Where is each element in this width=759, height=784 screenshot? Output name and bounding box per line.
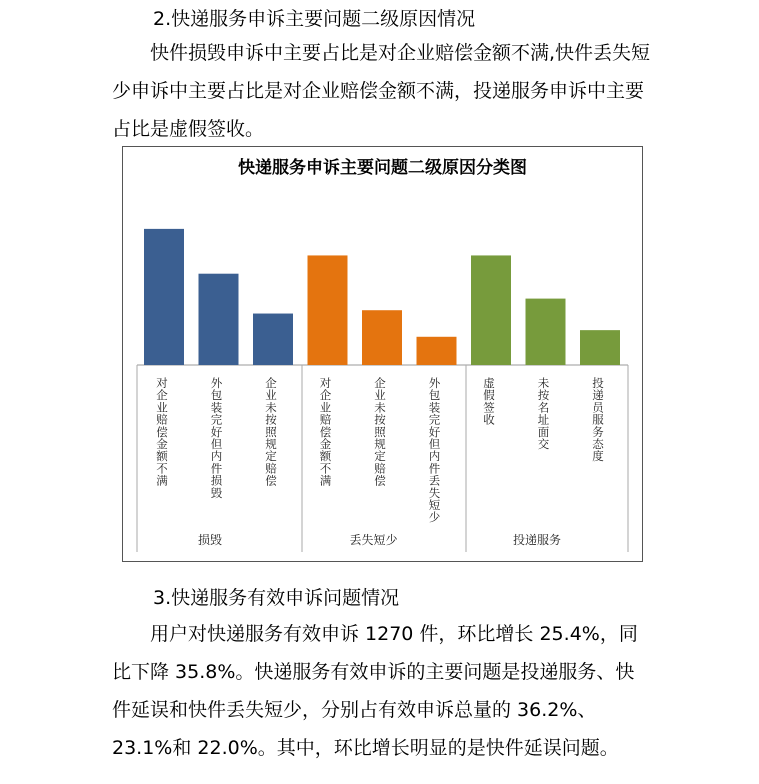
group-label-0: 损毁	[197, 533, 223, 547]
category-label-1-1: 企业未按照规定赔偿	[374, 376, 386, 488]
category-label-0-1: 外包装完好但内件损毁	[210, 376, 223, 500]
bar-2-1	[526, 299, 566, 365]
bar-chart	[123, 147, 642, 561]
paragraph-2: 快件损毁申诉中主要占比是对企业赔偿金额不满,快件丢失短少申诉中主要占比是对企业赔偿金额不满，投递服务申诉中主要占比是虚假签收。	[112, 42, 651, 140]
category-label-2-1: 未按名址面交	[537, 376, 550, 451]
category-label-0-0: 对企业赔偿金额不满	[156, 376, 168, 488]
category-label-2-0: 虚假签收	[483, 376, 495, 427]
section-heading-2: 2.快递服务申诉主要问题二级原因情况	[153, 8, 476, 30]
chart-title: 快递服务申诉主要问题二级原因分类图	[238, 158, 527, 178]
section-heading-3: 3.快递服务有效申诉问题情况	[153, 587, 400, 609]
bar-2-0	[471, 255, 511, 365]
category-label-2-2: 投递员服务态度	[592, 376, 604, 464]
category-label-1-0: 对企业赔偿金额不满	[319, 376, 332, 488]
category-label-1-2: 外包装完好但内件丢失短少	[428, 376, 441, 525]
bar-0-2	[253, 314, 293, 365]
group-label-1: 丢失短少	[349, 533, 398, 547]
bar-1-1	[362, 310, 402, 365]
bar-1-2	[417, 337, 457, 365]
paragraph-3: 用户对快递服务有效申诉 1270 件，环比增长 25.4%，同比下降 35.8%。快递服务有效申诉的主要问题是投递服务、快件延误和快件丢失短少，分别占有效申诉总量的 36.2%、23.1%和 22.0%。其中，环比增长明显的是快件延误问题。	[112, 623, 638, 759]
bar-0-1	[199, 274, 239, 365]
category-label-0-2: 企业未按照规定赔偿	[265, 376, 277, 488]
bar-2-2	[580, 330, 620, 365]
group-label-2: 投递服务	[512, 533, 562, 547]
bar-0-0	[144, 229, 184, 365]
bar-1-0	[308, 255, 348, 365]
chart-frame	[122, 146, 643, 562]
